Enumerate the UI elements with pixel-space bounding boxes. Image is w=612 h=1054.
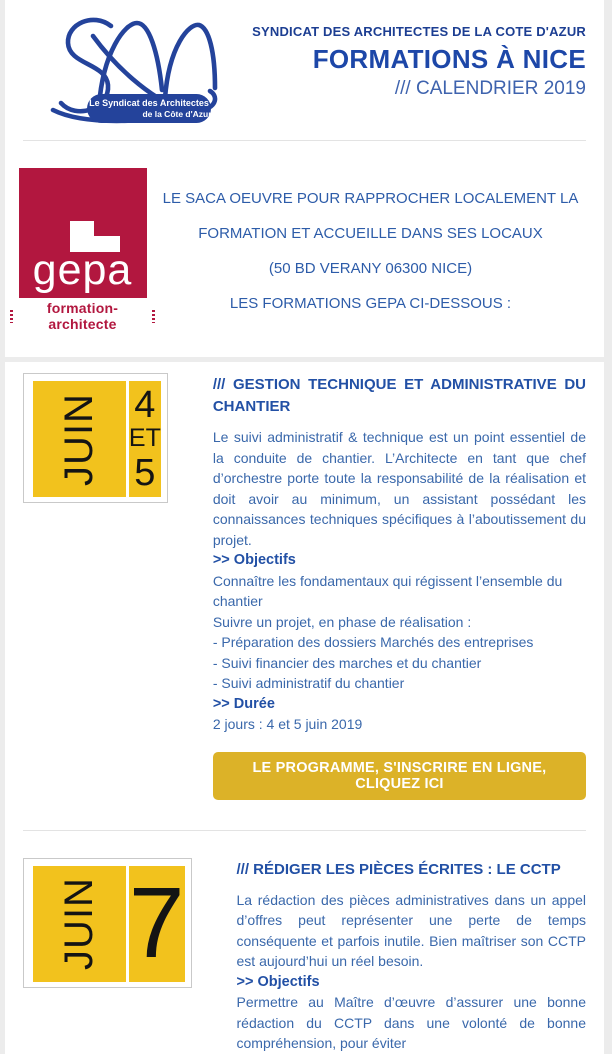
calendar-day: 7: [128, 867, 185, 979]
intro-line: LE SACA OEUVRE POUR RAPPROCHER LOCALEMENT LA: [162, 190, 579, 207]
course-cctp: [5, 831, 604, 1054]
gepa-wordmark: gepa: [32, 246, 133, 294]
calendar-month-panel: [33, 866, 126, 982]
calendar-date-badge: [23, 373, 168, 503]
saca-logo: [31, 10, 223, 128]
saca-badge-line1: Le Syndicat des Architectes: [89, 98, 209, 108]
calendar-badge-inner: [33, 866, 185, 982]
saca-badge-line2: de la Côte d'Azur: [142, 109, 212, 119]
calendar-month: JUIN: [56, 392, 101, 486]
objective-item: Permettre au Maître d’œuvre d’assurer une bonne rédaction du CCTP dans une volonté de bonne compréhension, pour éviter: [236, 994, 586, 1051]
spacer: [5, 800, 604, 830]
newsletter: [5, 0, 604, 1054]
course-content: [237, 858, 586, 1054]
course-title: /// GESTION TECHNIQUE ET ADMINISTRATIVE DU CHANTIER: [212, 376, 586, 415]
objective-item: - Suivi financier des marches et du chantier: [212, 654, 482, 671]
intro-line: FORMATION ET ACCUEILLE DANS SES LOCAUX: [198, 225, 543, 242]
gepa-caption-text: formation-architecte: [46, 300, 119, 332]
gepa-caption-tick-left: [10, 310, 13, 323]
gepa-logo-square: [19, 168, 147, 298]
page-title: FORMATIONS À NICE: [312, 44, 586, 74]
page-subtitle: /// CALENDRIER 2019: [394, 78, 586, 99]
calendar-day-panel: [129, 381, 161, 497]
course-description: La rédaction des pièces administratives dans un appel d’offres peut représenter une perte de temps conséquente et parfois inutile. Bien maîtriser son CCTP est aujourd’hui un réel besoin.: [236, 891, 586, 969]
calendar-month-panel: [33, 381, 126, 497]
objectives-label: >> Objectifs: [212, 552, 296, 568]
duration-value: 2 jours : 4 et 5 juin 2019: [212, 716, 363, 732]
calendar-day: 5: [134, 451, 156, 494]
course-description: Le suivi administratif & technique est un point essentiel de la conduite de chantier. L’Architecte en tant que chef d’orchestre porte toute la responsabilité de la réalisation et doit avoir au minimum, un assistant possédant les connaissances techniques spécifiques à l’aboutissement du projet.: [212, 429, 586, 548]
register-button[interactable]: LE PROGRAMME, S'INSCRIRE EN LIGNE, CLIQUEZ ICI: [213, 752, 586, 800]
intro-text: [155, 168, 586, 332]
objective-item: - Préparation des dossiers Marchés des entreprises: [212, 634, 534, 650]
calendar-badge-inner: [33, 381, 161, 497]
objectives-label: >> Objectifs: [236, 973, 320, 990]
courses-card: [5, 362, 604, 1054]
header-card: [5, 0, 604, 357]
intro-line: LES FORMATIONS GEPA CI-DESSOUS :: [229, 295, 512, 312]
objective-item: Connaître les fondamentaux qui régissent l’ensemble du chantier: [212, 572, 563, 609]
org-name: SYNDICAT DES ARCHITECTES DE LA COTE D'AZUR: [252, 24, 586, 39]
course-content: [213, 373, 586, 800]
header: [5, 0, 604, 140]
course-gestion-chantier: [5, 362, 604, 800]
calendar-day-separator: ET: [128, 424, 161, 453]
calendar-date-badge: [23, 858, 192, 988]
objective-item: - Suivi administratif du chantier: [212, 675, 405, 691]
intro-section: [5, 141, 604, 357]
calendar-day-panel: [129, 866, 185, 982]
intro-line: (50 BD VERANY 06300 NICE): [268, 260, 473, 277]
gepa-logo: [10, 168, 155, 332]
header-text: [223, 10, 586, 100]
calendar-month: JUIN: [56, 877, 101, 970]
calendar-day: 4: [134, 384, 156, 427]
gepa-caption: [10, 300, 155, 332]
objective-item: Suivre un projet, en phase de réalisation :: [212, 613, 472, 630]
course-title: /// RÉDIGER LES PIÈCES ÉCRITES : LE CCTP: [236, 860, 561, 878]
duration-label: >> Durée: [212, 695, 275, 712]
